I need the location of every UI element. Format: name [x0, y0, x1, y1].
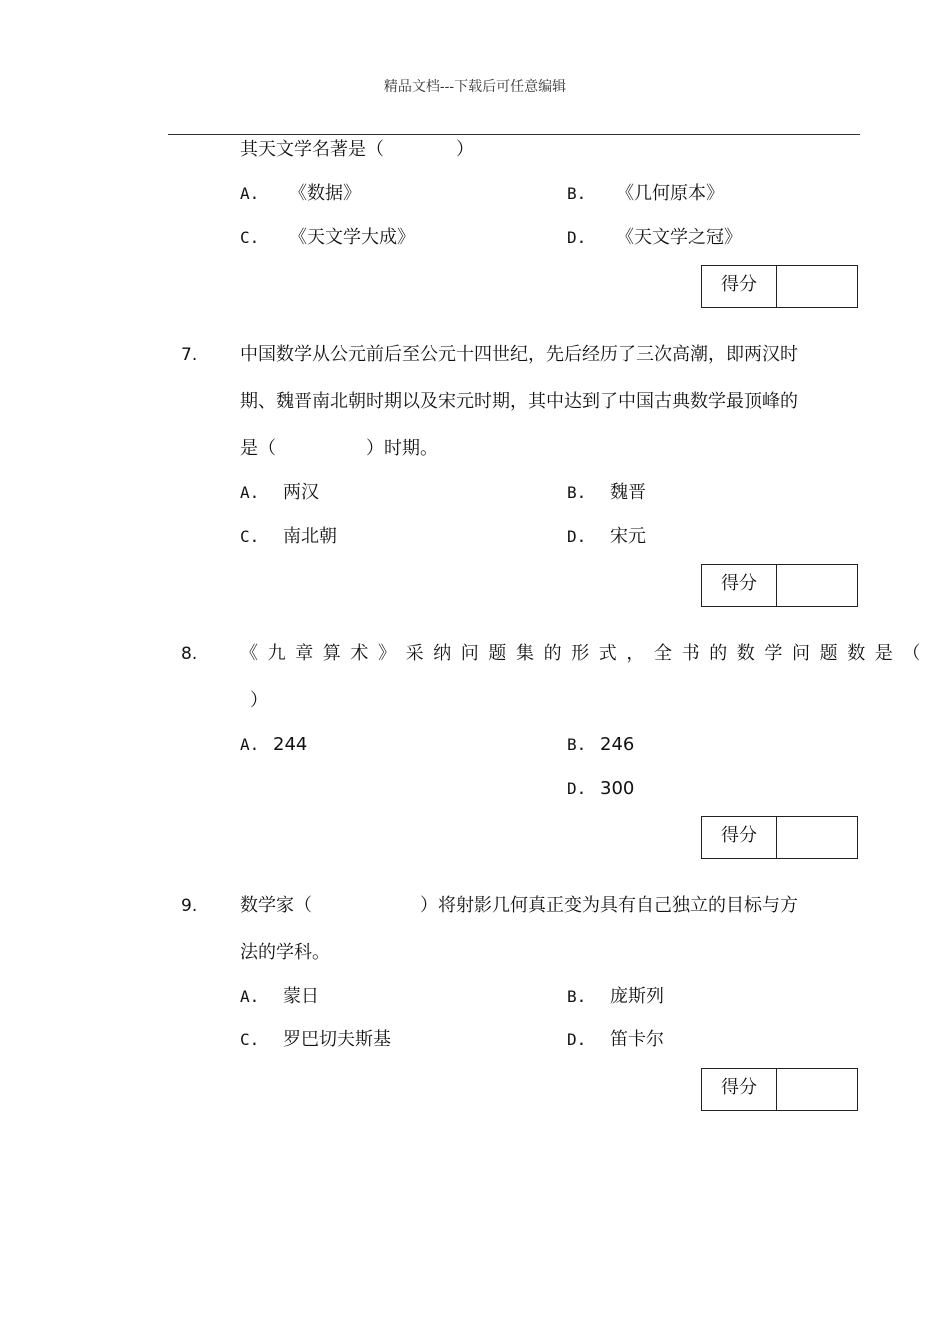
q6-option-c[interactable]	[240, 226, 415, 250]
header-divider	[168, 134, 860, 135]
option-text: 蒙日	[283, 986, 319, 1007]
option-text: 《天文学之冠》	[616, 227, 742, 248]
option-label: D.	[567, 228, 587, 247]
q9-score-box	[701, 1068, 858, 1111]
q6-score-box	[701, 265, 858, 308]
option-label: B.	[567, 987, 587, 1006]
option-text: 两汉	[283, 482, 319, 503]
option-text: 南北朝	[283, 526, 337, 547]
option-label: B.	[567, 735, 587, 754]
q9-option-b[interactable]	[567, 985, 664, 1009]
option-label: D.	[567, 1030, 587, 1049]
q8-option-b[interactable]	[567, 733, 634, 757]
option-label: A.	[240, 987, 260, 1006]
option-label: C.	[240, 1030, 260, 1049]
option-text: 《数据》	[289, 183, 361, 204]
q7-stem-line-2: 期、魏晋南北朝时期以及宋元时期，其中达到了中国古典数学最顶峰的	[240, 391, 798, 412]
q6-option-a[interactable]	[240, 182, 361, 206]
score-label: 得分	[702, 266, 777, 307]
option-label: B.	[567, 483, 587, 502]
q9-option-d[interactable]	[567, 1028, 664, 1052]
q6-option-d[interactable]	[567, 226, 742, 250]
q8-score-box	[701, 816, 858, 859]
option-text: 罗巴切夫斯基	[283, 1029, 391, 1050]
option-label: C.	[240, 228, 260, 247]
q8-number: 8.	[181, 644, 198, 664]
q7-option-d[interactable]	[567, 525, 646, 549]
q8-stem-line-1: 《九章算术》采纳问题集的形式，全书的数学问题数是（	[240, 643, 930, 664]
q8-stem-line-2: ）	[250, 690, 268, 711]
q7-stem-line-3: 是（ ）时期。	[240, 438, 438, 459]
q7-option-b[interactable]	[567, 481, 646, 505]
option-label: D.	[567, 779, 587, 798]
q6-stem-tail: 其天文学名著是（ ）	[240, 139, 474, 160]
option-label: C.	[240, 527, 260, 546]
score-input-cell[interactable]	[777, 817, 857, 858]
q9-option-a[interactable]	[240, 985, 319, 1009]
q9-stem-line-2: 法的学科。	[240, 942, 330, 963]
option-text: 《几何原本》	[616, 183, 724, 204]
score-label: 得分	[702, 565, 777, 606]
q7-score-box	[701, 564, 858, 607]
q6-option-b[interactable]	[567, 182, 724, 206]
q9-number: 9.	[181, 896, 198, 916]
option-text: 魏晋	[610, 482, 646, 503]
q7-option-c[interactable]	[240, 525, 337, 549]
option-label: A.	[240, 735, 260, 754]
option-text: 宋元	[610, 526, 646, 547]
page-header: 精品文档---下载后可任意编辑	[383, 79, 567, 95]
q8-option-a[interactable]	[240, 733, 307, 757]
q9-option-c[interactable]	[240, 1028, 391, 1052]
q7-option-a[interactable]	[240, 481, 319, 505]
q7-stem-line-1: 中国数学从公元前后至公元十四世纪，先后经历了三次高潮，即两汉时	[240, 344, 798, 365]
q9-stem-line-1: 数学家（ ）将射影几何真正变为具有自己独立的目标与方	[240, 895, 798, 916]
option-text: 笛卡尔	[610, 1029, 664, 1050]
option-label: A.	[240, 184, 260, 203]
score-input-cell[interactable]	[777, 266, 857, 307]
score-input-cell[interactable]	[777, 565, 857, 606]
score-label: 得分	[702, 1069, 777, 1110]
option-label: A.	[240, 483, 260, 502]
option-text: 庞斯列	[610, 986, 664, 1007]
option-text: 246	[600, 734, 635, 755]
option-label: B.	[567, 184, 587, 203]
option-text: 300	[600, 778, 635, 799]
score-input-cell[interactable]	[777, 1069, 857, 1110]
option-text: 244	[273, 734, 308, 755]
option-label: D.	[567, 527, 587, 546]
score-label: 得分	[702, 817, 777, 858]
q7-number: 7.	[181, 345, 198, 365]
option-text: 《天文学大成》	[289, 227, 415, 248]
q8-option-d[interactable]	[567, 777, 634, 801]
